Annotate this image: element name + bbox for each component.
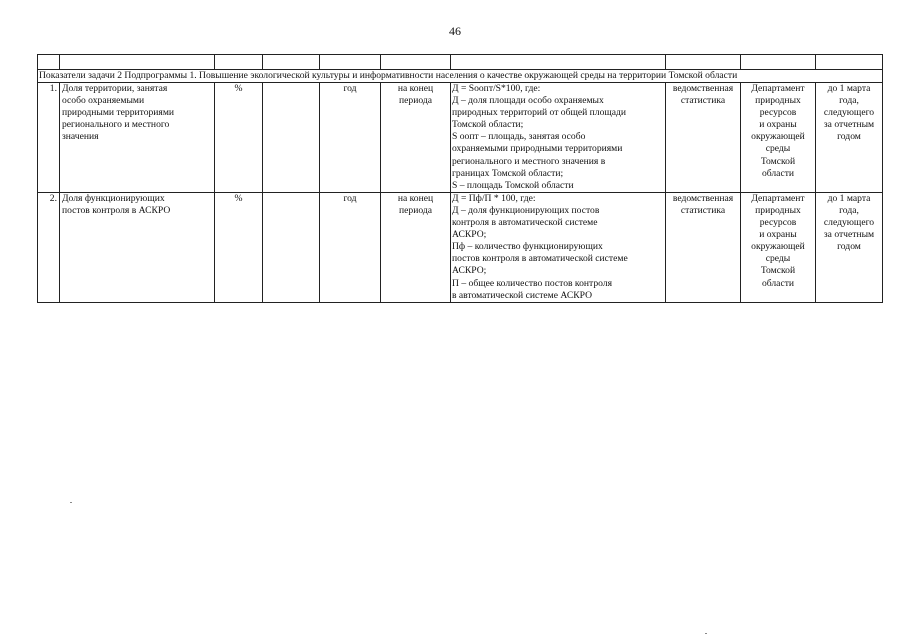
indicators-table	[37, 54, 883, 303]
unit-cell: %	[215, 83, 263, 193]
source-cell: ведомственная статистика	[666, 83, 741, 193]
periodicity-cell: год	[320, 83, 381, 193]
table-row	[38, 192, 883, 302]
header-cell	[263, 55, 320, 70]
indicator-name: Доля функционирующих постов контроля в АСКРО	[60, 192, 215, 302]
page-number: 46	[449, 24, 461, 38]
indicator-name: Доля территории, занятая особо охраняемыми природными территориями регионального и местного значения	[60, 83, 215, 193]
section-row	[38, 70, 883, 83]
deadline-cell: до 1 марта года, следующего за отчетным годом	[816, 192, 883, 302]
time-cell: на конец периода	[381, 83, 451, 193]
empty-cell	[263, 192, 320, 302]
time-cell: на конец периода	[381, 192, 451, 302]
scan-speck	[705, 633, 707, 634]
header-row	[38, 55, 883, 70]
scan-speck	[70, 502, 72, 503]
header-cell	[451, 55, 666, 70]
responsible-cell: Департамент природных ресурсов и охраны окружающей среды Томской области	[741, 192, 816, 302]
header-cell	[320, 55, 381, 70]
formula-cell: Д = Пф/П * 100, где: Д – доля функционирующих постов контроля в автоматической системе АСКРО; Пф – количество функционирующих постов контроля в автоматической системе АСКРО; П – общее количество постов контроля в автоматической системе АСКРО	[451, 192, 666, 302]
header-cell	[215, 55, 263, 70]
header-cell	[38, 55, 60, 70]
table-row	[38, 83, 883, 193]
deadline-cell: до 1 марта года, следующего за отчетным годом	[816, 83, 883, 193]
responsible-cell: Департамент природных ресурсов и охраны окружающей среды Томской области	[741, 83, 816, 193]
empty-cell	[263, 83, 320, 193]
unit-cell: %	[215, 192, 263, 302]
source-cell: ведомственная статистика	[666, 192, 741, 302]
header-cell	[381, 55, 451, 70]
periodicity-cell: год	[320, 192, 381, 302]
header-cell	[666, 55, 741, 70]
row-number: 1.	[38, 83, 60, 193]
header-cell	[741, 55, 816, 70]
header-cell	[60, 55, 215, 70]
section-title: Показатели задачи 2 Подпрограммы 1. Повышение экологической культуры и информативности населения о качестве окружающей среды на территории Томской области	[38, 70, 883, 83]
row-number: 2.	[38, 192, 60, 302]
header-cell	[816, 55, 883, 70]
formula-cell: Д = Sоопт/S*100, где: Д – доля площади особо охраняемых природных территорий от общей площади Томской области; S оопт – площадь, занятая особо охраняемыми природными территориями регионального и местного значения в границах Томской области; S – площадь Томской области	[451, 83, 666, 193]
